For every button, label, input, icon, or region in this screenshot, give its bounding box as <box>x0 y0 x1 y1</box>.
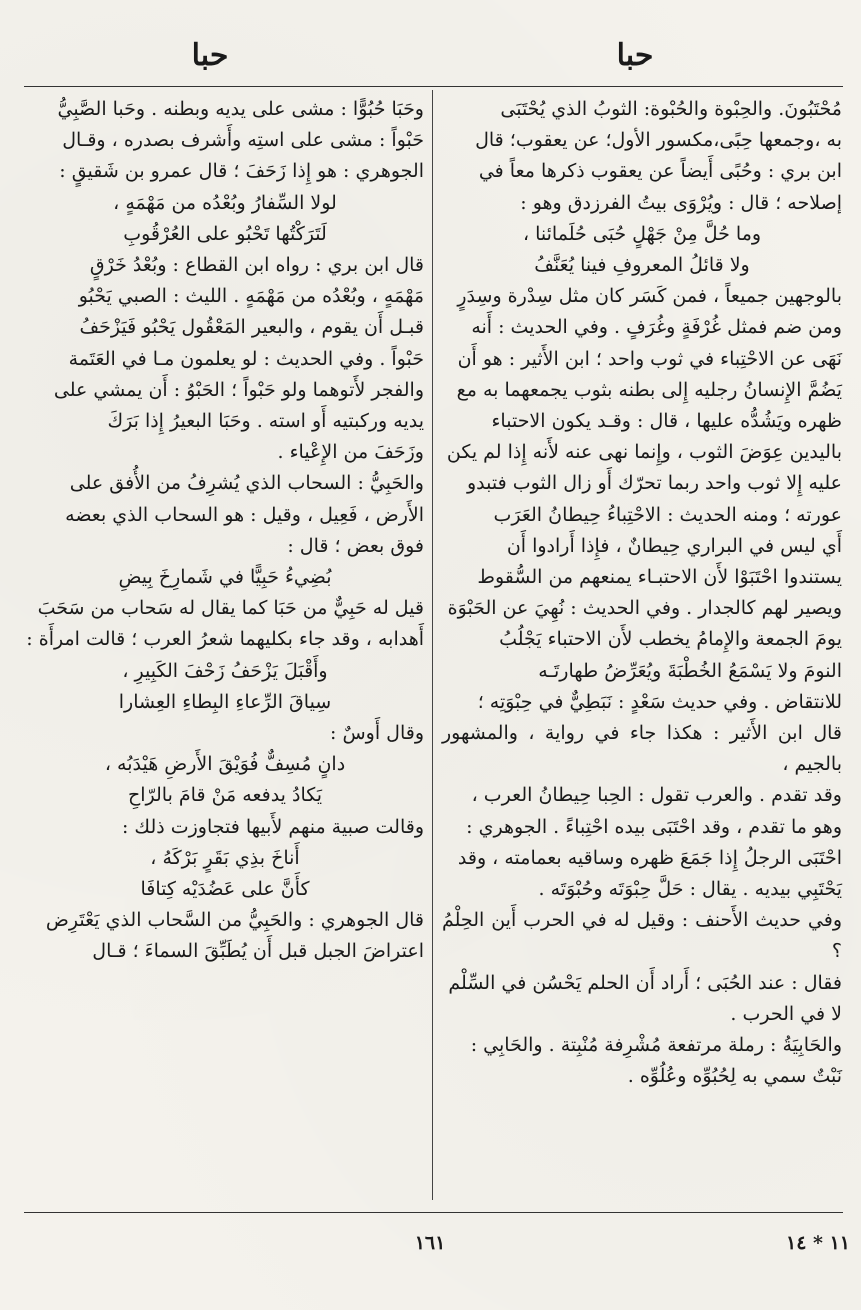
text-line: يستندوا احْتَبَوْا لأَن الاحتبـاء يمنعهم من السُّقوط <box>477 566 842 589</box>
text-line: عورته ؛ ومنه الحديث : الاحْتِباءُ حِيطانُ العَرَب <box>493 503 842 526</box>
text-line: يَحْتَبِي بيديه . يقال : حَلَّ حِبْوَتَه وحُبْوَتَه . <box>538 878 842 901</box>
text-line: نَهَى عن الاحْتِباء في ثوب واحد ؛ ابن الأَثير : هو أَن <box>457 347 842 370</box>
verse-line: بُضِيءُ حَبِيًّا في شَمارِخَ بِيضِ <box>118 566 332 589</box>
text-line: وزَحَفَ من الإِعْياء . <box>277 441 424 464</box>
text-line: نَبْتٌ سمي به لِحُبُوِّه وعُلُوِّه . <box>627 1065 842 1088</box>
verse-line: وما حُلَّ مِنْ جَهْلٍ حُبَى حُلَمائنا ، <box>522 222 762 245</box>
signature-mark: ١١ * ١٤ <box>785 1232 850 1254</box>
text-line: قال ابن بري : رواه ابن القطاع : وبُعْدُ خَرْقٍ <box>89 254 424 277</box>
text-line: باليدين عِوَضَ الثوب ، وإِنما نهى عنه لأَنه إِذا لم يكن <box>446 441 842 464</box>
text-line: فوق بعض ؛ قال : <box>287 534 424 557</box>
text-line: أَهدابه ، وقد جاء بكليهما شعرُ العرب ؛ قالت امرأَة : <box>26 628 424 651</box>
verse-line: دانٍ مُسِفٌّ فُوَيْقَ الأَرضِ هَيْدَبُه ، <box>104 753 346 776</box>
text-line: حَبْواً . وفي الحديث : لو يعلمون مـا في العَتَمة <box>68 347 424 370</box>
text-line: وفي حديث الأَحنف : وقيل له في الحرب أَين الحِلْمُ ؟ <box>442 909 842 963</box>
text-line: قيل له حَبِيٌّ من حَبَا كما يقال له سَحاب من سَحَبَ <box>37 597 424 620</box>
text-line: والفجر لأَتوهما ولو حَبْواً ؛ الحَبْوُ : أَن يمشي على <box>53 378 424 401</box>
text-line: فقال : عند الحُبَى ؛ أَراد أَن الحلم يَحْسُن في السِّلْم <box>448 971 842 994</box>
left-column <box>26 94 424 968</box>
text-line: مَهْمَهٍ ، وبُعْدُه من مَهْمَهٍ . الليث : الصبي يَحْبُو <box>78 285 424 308</box>
text-line: ظهره ويَشُدُّه عليها ، قال : وقـد يكون الاحتباء <box>491 410 842 433</box>
verse-line: لولا السِّفارُ وبُعْدُه من مَهْمَهٍ ، <box>113 191 337 214</box>
text-line: به ،وجمعها حِبًى،مكسور الأول؛ عن يعقوب؛ قال <box>475 129 842 152</box>
column-divider <box>432 90 433 1200</box>
verse-line: سِياقَ الرِّعاءِ البِطاءِ العِشارا <box>118 690 332 713</box>
top-rule <box>24 86 843 87</box>
text-line: وقد تقدم . والعرب تقول : الحِبا حِيطانُ العرب ، <box>471 784 842 807</box>
text-line: عليه إِلا ثوب واحد ربما تحرّك أَو زال الثوب فتبدو <box>466 472 842 495</box>
text-line: والحَبِيُّ : السحاب الذي يُشرِفُ من الأُفق على <box>69 472 424 495</box>
text-line: الأَرض ، فَعِيل ، وقيل : هو السحاب الذي بعضه <box>65 503 424 526</box>
text-line: احْتَبَى الرجلُ إِذا جَمَعَ ظهره وساقيه بعمامته ، وقد <box>457 846 842 869</box>
text-line: وهو ما تقدم ، وقد احْتَبَى بيده احْتِباءً . الجوهري : <box>466 815 842 838</box>
text-line: وقال أَوسٌ : <box>330 722 424 745</box>
text-line: اعتراضَ الجبل قبل أَن يُطَبِّقَ السماءَ ؛ قـال <box>92 940 424 963</box>
text-line: مُحْتَبُونَ. والحِبْوة والحُبْوة: الثوبُ الذي يُحْتَبَى <box>500 98 842 120</box>
text-line: ويصير لهم كالجدار . وفي الحديث : نُهِيَ عن الحَبْوَة <box>447 597 842 620</box>
text-line: قال الجوهري : والحَبِيُّ من السَّحاب الذي يَعْتَرِض <box>45 909 424 932</box>
page-number: ١٦١ <box>414 1232 446 1254</box>
verse-line: يَكادُ يدفعه مَنْ قامَ بالرّاحِ <box>127 784 323 807</box>
text-line: ابن بري : وحُبًى أَيضاً عن يعقوب ذكرها معاً في <box>478 160 842 183</box>
text-line: وحَبَا حُبُوًّا : مشى على يديه وبطنه . وحَبا الصَّبِيُّ <box>57 98 424 120</box>
text-line: يَضُمَّ الإِنسانُ رجليه إِلى بطنه بثوب يجمعهما به مع <box>456 378 842 401</box>
text-line: قال ابن الأَثير : هكذا جاء في رواية ، والمشهور بالجيم ، <box>442 722 842 776</box>
text-line: والحَابِيَةُ : رملة مرتفعة مُشْرِفة مُنْبِتة . والحَابِي : <box>470 1034 842 1057</box>
verse-line: أَناخَ بذِي بَقَرٍ بَرْكَهُ ، <box>150 846 300 869</box>
verse-line: كأَنَّ على عَضُدَيْه كِتافَا <box>140 878 310 901</box>
right-column <box>442 94 842 1093</box>
bottom-rule <box>24 1212 843 1213</box>
verse-line: ولا قائلُ المعروفِ فينا يُعَنَّفُ <box>534 254 750 277</box>
text-line: وقالت صبية منهم لأَبيها فتجاوزت ذلك : <box>121 815 424 838</box>
left-running-head: حبا <box>191 38 229 73</box>
text-line: الجوهري : هو إِذا زَحَفَ ؛ قال عمرو بن شَقيقٍ : <box>59 160 424 183</box>
text-line: للانتقاض . وفي حديث سَعْدٍ : نَبَطِيٌّ في حِبْوَتِه ؛ <box>477 690 842 713</box>
text-line: ومن ضم فمثل غُرْفَةٍ وغُرَفٍ . وفي الحديث : أَنه <box>471 316 842 339</box>
text-line: بالوجهين جميعاً ، فمن كَسَر كان مثل سِدْرة وسِدَرٍ <box>457 285 842 308</box>
text-line: يديه وركبتيه أَو استه . وحَبَا البعيرُ إِذا بَرَكَ <box>107 410 424 433</box>
text-line: أَي ليس في البراري حِيطانٌ ، فإِذا أَرادوا أَن <box>506 534 842 557</box>
text-line: لا في الحرب . <box>730 1002 842 1025</box>
text-line: قبـل أَن يقوم ، والبعير المَعْقُول يَحْبُو فَيَزْحَفُ <box>79 316 424 339</box>
text-line: إصلاحه ؛ قال : ويُرْوَى بيتُ الفرزدق وهو : <box>520 191 842 214</box>
verse-line: لَتَرَكْتُها تَحْبُو على العُرْقُوبِ <box>123 222 327 245</box>
text-line: حَبْواً : مشى على استِه وأَشرف بصدره ، وقـال <box>62 129 424 152</box>
text-line: النومَ ولا يَسْمَعُ الخُطْبَةَ ويُعَرِّضُ طهارتَـه <box>538 659 842 682</box>
text-line: يومَ الجمعة والإِمامُ يخطب لأَن الاحتباء يَجْلُبُ <box>499 628 842 651</box>
right-running-head: حبا <box>616 38 654 73</box>
verse-line: وأَقْبَلَ يَزْحَفُ زَحْفَ الكَبِيرِ ، <box>122 659 328 682</box>
